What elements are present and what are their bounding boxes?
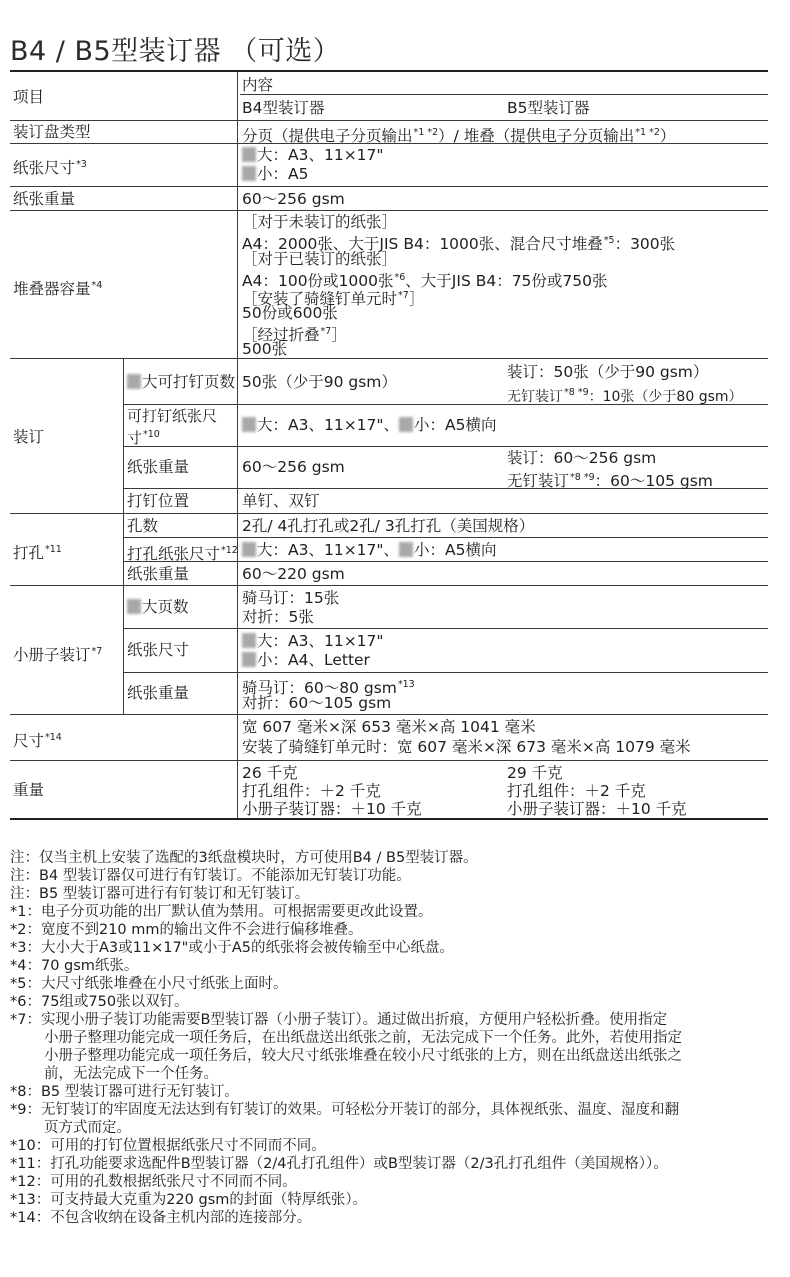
stacker-line-1: ［对于未装订的纸张］ bbox=[242, 213, 398, 231]
weight-b5-1: 29 千克 bbox=[507, 764, 563, 782]
punch-weight-label: 纸张重量 bbox=[127, 565, 190, 583]
note-line: *9：无钉装订的牢固度无法达到有钉装订的效果。可轻松分开装订的部分，具体视纸张、温度、湿度和翻 bbox=[10, 1102, 679, 1118]
redacted-mark bbox=[242, 542, 256, 557]
row-label-dimensions: 尺寸$^{*14}$ bbox=[13, 732, 62, 750]
redacted-mark bbox=[242, 633, 256, 648]
staple-max-label: 大可打钉页数 bbox=[127, 373, 235, 392]
row-label-booklet: 小册子装订$^{*7}$ bbox=[13, 646, 103, 664]
header-b5: B5型装订器 bbox=[507, 99, 590, 117]
staple-max-b5-2: 无钉装订$^{*8 *9}$：10张（少于80 gsm） bbox=[507, 387, 743, 405]
redacted-mark bbox=[127, 374, 141, 389]
note-line: 前，无法完成下一个任务。 bbox=[44, 1066, 218, 1082]
note-line: *2：宽度不到210 mm的输出文件不会进行偏移堆叠。 bbox=[10, 922, 363, 938]
staple-pos-value: 单钉、双钉 bbox=[242, 492, 320, 510]
staple-pos-label: 打钉位置 bbox=[127, 492, 190, 510]
row-label-punch: 打孔$^{*11}$ bbox=[13, 544, 62, 562]
note-line: *8：B5 型装订器可进行无钉装订。 bbox=[10, 1084, 239, 1100]
header-b4: B4型装订器 bbox=[242, 99, 325, 117]
staple-max-b5-1: 装订：50张（少于90 gsm） bbox=[507, 363, 709, 381]
booklet-size-1: 大：A3、11×17" bbox=[242, 632, 384, 651]
punch-size-label: 打孔纸张尺寸$^{*12}$ bbox=[127, 545, 238, 563]
paper-size-max: 大：A3、11×17" bbox=[242, 146, 384, 165]
staple-size-label-2: 寸$^{*10}$ bbox=[127, 429, 160, 447]
weight-b5-3: 小册子装订器：＋10 千克 bbox=[507, 800, 687, 818]
paper-weight-value: 60～256 gsm bbox=[242, 190, 345, 208]
booklet-size-2: 小：A4、Letter bbox=[242, 651, 370, 670]
page-title: B4 / B5型装订器 （可选） bbox=[10, 36, 341, 67]
header-item: 项目 bbox=[13, 88, 45, 106]
staple-weight-b5-1: 装订：60～256 gsm bbox=[507, 449, 657, 467]
stacker-line-7: ［经过折叠$^{*7}$］ bbox=[242, 326, 347, 344]
row-label-tray-type: 装订盘类型 bbox=[13, 123, 91, 141]
note-line: *5：大尺寸纸张堆叠在小尺寸纸张上面时。 bbox=[10, 976, 288, 992]
staple-weight-label: 纸张重量 bbox=[127, 458, 190, 476]
redacted-mark bbox=[242, 166, 256, 181]
note-line: *12：可用的孔数根据纸张尺寸不同而不同。 bbox=[10, 1174, 297, 1190]
note-line: 小册子整理功能完成一项任务后，在出纸盘送出纸张之前，无法完成下一个任务。此外，若使用指定 bbox=[44, 1030, 682, 1046]
staple-weight-b5-2: 无钉装订$^{*8 *9}$：60～105 gsm bbox=[507, 472, 713, 490]
punch-weight-value: 60～220 gsm bbox=[242, 565, 345, 583]
punch-size-value: 大：A3、11×17"、 小：A5横向 bbox=[242, 541, 497, 560]
note-line: *7：实现小册子装订功能需要B型装订器（小册子装订）。通过做出折痕，方便用户轻松折叠。使用指定 bbox=[10, 1012, 668, 1028]
redacted-mark bbox=[242, 417, 256, 432]
punch-holes-value: 2孔/ 4孔打孔或2孔/ 3孔打孔（美国规格） bbox=[242, 517, 535, 535]
staple-size-value: 大：A3、11×17"、 小：A5横向 bbox=[242, 416, 497, 435]
note-line: *13：可支持最大克重为220 gsm的封面（特厚纸张）。 bbox=[10, 1192, 368, 1208]
table-top-rule bbox=[10, 70, 768, 72]
redacted-mark bbox=[127, 599, 141, 614]
note-line: 注：B5 型装订器可进行有钉装订和无钉装订。 bbox=[10, 886, 310, 902]
staple-size-label-1: 可打钉纸张尺 bbox=[127, 407, 218, 425]
booklet-weight-1: 骑马订：60～80 gsm$^{*13}$ bbox=[242, 679, 415, 697]
note-line: *6：75组或750张以双钉。 bbox=[10, 994, 189, 1010]
booklet-pages-label: 大页数 bbox=[127, 598, 189, 617]
booklet-pages-2: 对折：5张 bbox=[242, 608, 314, 626]
stacker-line-6: 50份或600张 bbox=[242, 304, 338, 322]
note-line: *14：不包含收纳在设备主机内部的连接部分。 bbox=[10, 1210, 312, 1226]
staple-max-b4: 50张（少于90 gsm） bbox=[242, 373, 397, 391]
booklet-weight-label: 纸张重量 bbox=[127, 684, 190, 702]
row-label-paper-weight: 纸张重量 bbox=[13, 190, 76, 208]
punch-holes-label: 孔数 bbox=[127, 517, 159, 535]
row-label-stacker: 堆叠器容量$^{*4}$ bbox=[13, 280, 103, 298]
weight-b4-3: 小册子装订器：＋10 千克 bbox=[242, 800, 422, 818]
note-line: 注：B4 型装订器仅可进行有钉装订。不能添加无钉装订功能。 bbox=[10, 868, 411, 884]
weight-b4-2: 打孔组件：＋2 千克 bbox=[242, 782, 381, 800]
stacker-line-4: A4：100份或1000张$^{*6}$、大于JIS B4：75份或750张 bbox=[242, 272, 608, 290]
note-line: *1：电子分页功能的出厂默认值为禁用。可根据需要更改此设置。 bbox=[10, 904, 433, 920]
note-line: *11：打孔功能要求选配件B型装订器（2/4孔打孔组件）或B型装订器（2/3孔打孔组件（美国规格））。 bbox=[10, 1156, 668, 1172]
dimensions-line-1: 宽 607 毫米×深 653 毫米×高 1041 毫米 bbox=[242, 718, 536, 736]
redacted-mark bbox=[242, 147, 256, 162]
redacted-mark bbox=[399, 542, 413, 557]
row-label-staple: 装订 bbox=[13, 428, 45, 446]
note-line: 页方式而定。 bbox=[44, 1120, 131, 1136]
dimensions-line-2: 安装了骑缝钉单元时：宽 607 毫米×深 673 毫米×高 1079 毫米 bbox=[242, 738, 691, 756]
stacker-line-8: 500张 bbox=[242, 340, 288, 358]
booklet-weight-2: 对折：60～105 gsm bbox=[242, 694, 392, 712]
stacker-line-2: A4：2000张、大于JIS B4：1000张、混合尺寸堆叠$^{*5}$：300张 bbox=[242, 235, 676, 253]
redacted-mark bbox=[399, 417, 413, 432]
note-line: 注：仅当主机上安装了选配的3纸盘模块时，方可使用B4 / B5型装订器。 bbox=[10, 850, 478, 866]
row-label-weight: 重量 bbox=[13, 781, 45, 799]
note-line: *4：70 gsm纸张。 bbox=[10, 958, 139, 974]
note-line: 小册子整理功能完成一项任务后，较大尺寸纸张堆叠在较小尺寸纸张的上方，则在出纸盘送出纸张之 bbox=[44, 1048, 682, 1064]
redacted-mark bbox=[242, 652, 256, 667]
note-line: *10：可用的打钉位置根据纸张尺寸不同而不同。 bbox=[10, 1138, 326, 1154]
stacker-line-3: ［对于已装订的纸张］ bbox=[242, 250, 398, 268]
stacker-line-5: ［安装了骑缝钉单元时$^{*7}$］ bbox=[242, 290, 425, 308]
row-label-paper-size: 纸张尺寸$^{*3}$ bbox=[13, 159, 87, 177]
tray-type-value: 分页（提供电子分页输出$^{*1 *2}$）/ 堆叠（提供电子分页输出$^{*1 *2}$） bbox=[242, 127, 676, 145]
header-content: 内容 bbox=[242, 76, 274, 94]
booklet-pages-1: 骑马订：15张 bbox=[242, 589, 340, 607]
staple-weight-b4: 60～256 gsm bbox=[242, 458, 345, 476]
weight-b5-2: 打孔组件：＋2 千克 bbox=[507, 782, 646, 800]
paper-size-min: 小：A5 bbox=[242, 165, 308, 184]
note-line: *3：大小大于A3或11×17"或小于A5的纸张将会被传输至中心纸盘。 bbox=[10, 940, 454, 956]
booklet-size-label: 纸张尺寸 bbox=[127, 641, 190, 659]
weight-b4-1: 26 千克 bbox=[242, 764, 298, 782]
